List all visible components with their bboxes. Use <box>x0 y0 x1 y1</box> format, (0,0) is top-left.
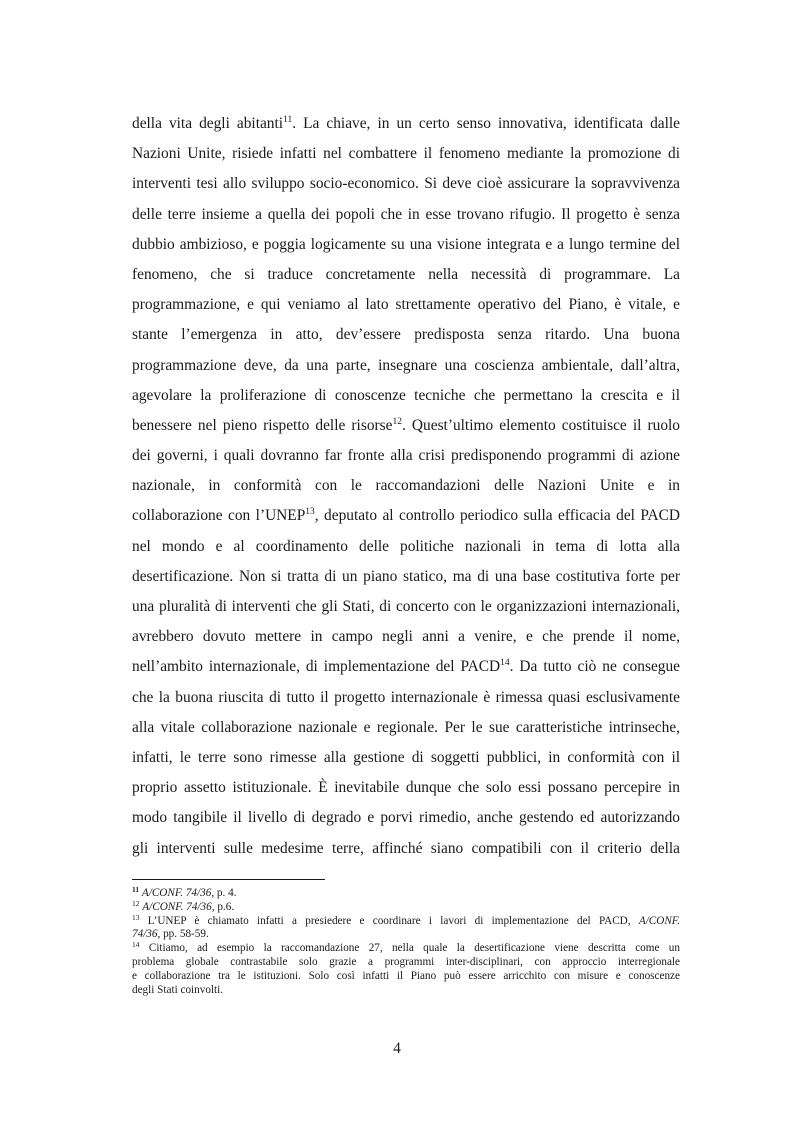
text-line: infatti, le terre sono rimesse alla gestione di soggetti pubblici, in conformità con il <box>132 748 680 766</box>
text-line: Nazioni Unite, risiede infatti nel combattere il fenomeno mediante la promozione di <box>132 145 680 163</box>
footnote-line: problema globale contrastabile solo grazie a programmi inter-disciplinari, con approccio interregionale <box>132 955 680 968</box>
page-number: 4 <box>393 1040 401 1057</box>
text-line: nel mondo e al coordinamento delle politiche nazionali in tema di lotta alla <box>132 537 680 555</box>
text-line: benessere nel pieno rispetto delle risorse$^{12}$. Quest’ultimo elemento costituisce il ruolo <box>132 416 680 434</box>
text-line: collaborazione con l’UNEP$^{13}$, deputato al controllo periodico sulla efficacia del PACD <box>132 507 680 525</box>
footnote-13 <box>132 912 680 943</box>
footnote-line: e collaborazione tra le istituzioni. Solo così infatti il Piano può essere arricchito con misure e conoscenze <box>132 969 680 982</box>
text-line: avrebbero dovuto mettere in campo negli anni a venire, e che prende il nome, <box>132 628 680 646</box>
footnote-number: 11 <box>132 885 140 894</box>
footnote-citation: A/CONF. 74/36 <box>142 900 212 913</box>
text-line: gli interventi sulle medesime terre, affinché siano compatibili con il criterio della <box>132 839 680 857</box>
footnote-line: $^{14}$ Citiamo, ad esempio la raccomandazione 27, nella quale la desertificazione viene descritta come un <box>132 940 680 955</box>
footnote-14 <box>132 942 680 997</box>
text-line: programmazione, e qui veniamo al lato strettamente operativo del Piano, è vitale, e <box>132 296 680 314</box>
footnote-11: $^{11}$ A/CONF. 74/36, p. 4. <box>132 885 237 899</box>
body-text <box>132 109 680 864</box>
text-line: delle terre insieme a quella dei popoli che in esse trovano rifugio. Il progetto è senza <box>132 205 680 223</box>
footnote-line: degli Stati coinvolti. <box>132 983 224 996</box>
text-line: della vita degli abitanti$^{11}$. La chiave, in un certo senso innovativa, identificata dalle <box>132 115 680 132</box>
text-line: dubbio ambizioso, e poggia logicamente su una visione integrata e a lungo termine del <box>132 235 680 253</box>
footnote-number: 13 <box>132 912 140 922</box>
text-line: fenomeno, che si traduce concretamente nella necessità di programmare. La <box>132 265 680 283</box>
footnote-separator <box>132 879 325 880</box>
text-line: modo tangibile il livello di degrado e porvi rimedio, anche gestendo ed autorizzando <box>132 809 680 827</box>
footnote-ref-13[interactable]: 13 <box>305 507 315 518</box>
footnote-ref-11[interactable]: 11 <box>283 115 293 125</box>
text-line: agevolare la proliferazione di conoscenze tecniche che permettano la crescita e il <box>132 386 680 404</box>
text-line: nazionale, in conformità con le raccomandazioni delle Nazioni Unite e in <box>132 477 680 495</box>
text-line: desertificazione. Non si tratta di un piano statico, ma di una base costitutiva forte per <box>132 567 680 585</box>
footnote-ref-14[interactable]: 14 <box>500 658 510 669</box>
footnotes <box>132 887 680 997</box>
footnote-number: 12 <box>132 898 140 908</box>
footnote-line: $^{13}$ L’UNEP è chiamato infatti a presiedere e coordinare i lavori di implementazione del PACD, A/CONF. <box>132 912 680 927</box>
text-line: alla vitale collaborazione nazionale e regionale. Per le sue caratteristiche intrinseche, <box>132 718 680 736</box>
text-line: interventi tesi allo sviluppo socio-economico. Si deve cioè assicurare la sopravvivenza <box>132 175 680 193</box>
text-line: stante l’emergenza in atto, dev’essere predisposta senza ritardo. Una buona <box>132 326 680 344</box>
text-line: dei governi, i quali dovranno far fronte alla crisi predisponendo programmi di azione <box>132 447 680 465</box>
footnote-citation: A/CONF. 74/36 <box>141 887 212 899</box>
text-line: nell’ambito internazionale, di implementazione del PACD$^{14}$. Da tutto ciò ne consegue <box>132 658 680 676</box>
footnote-number: 14 <box>132 940 140 950</box>
footnote-12: $^{12}$ A/CONF. 74/36, p.6. <box>132 898 235 913</box>
text-line: proprio assetto istituzionale. È inevitabile dunque che solo essi possano percepire in <box>132 779 680 797</box>
footnote-ref-12[interactable]: 12 <box>392 416 402 427</box>
footnote-citation: A/CONF. <box>638 914 680 927</box>
footnote-line: 74/36, pp. 58-59. <box>132 928 209 941</box>
text-line: programmazione deve, da una parte, insegnare una coscienza ambientale, dall’altra, <box>132 356 680 374</box>
text-line: una pluralità di interventi che gli Stati, di concerto con le organizzazioni internazionali, <box>132 598 680 615</box>
footnote-citation: 74/36 <box>132 928 158 941</box>
text-line: che la buona riuscita di tutto il progetto internazionale è rimessa quasi esclusivamente <box>132 688 680 706</box>
